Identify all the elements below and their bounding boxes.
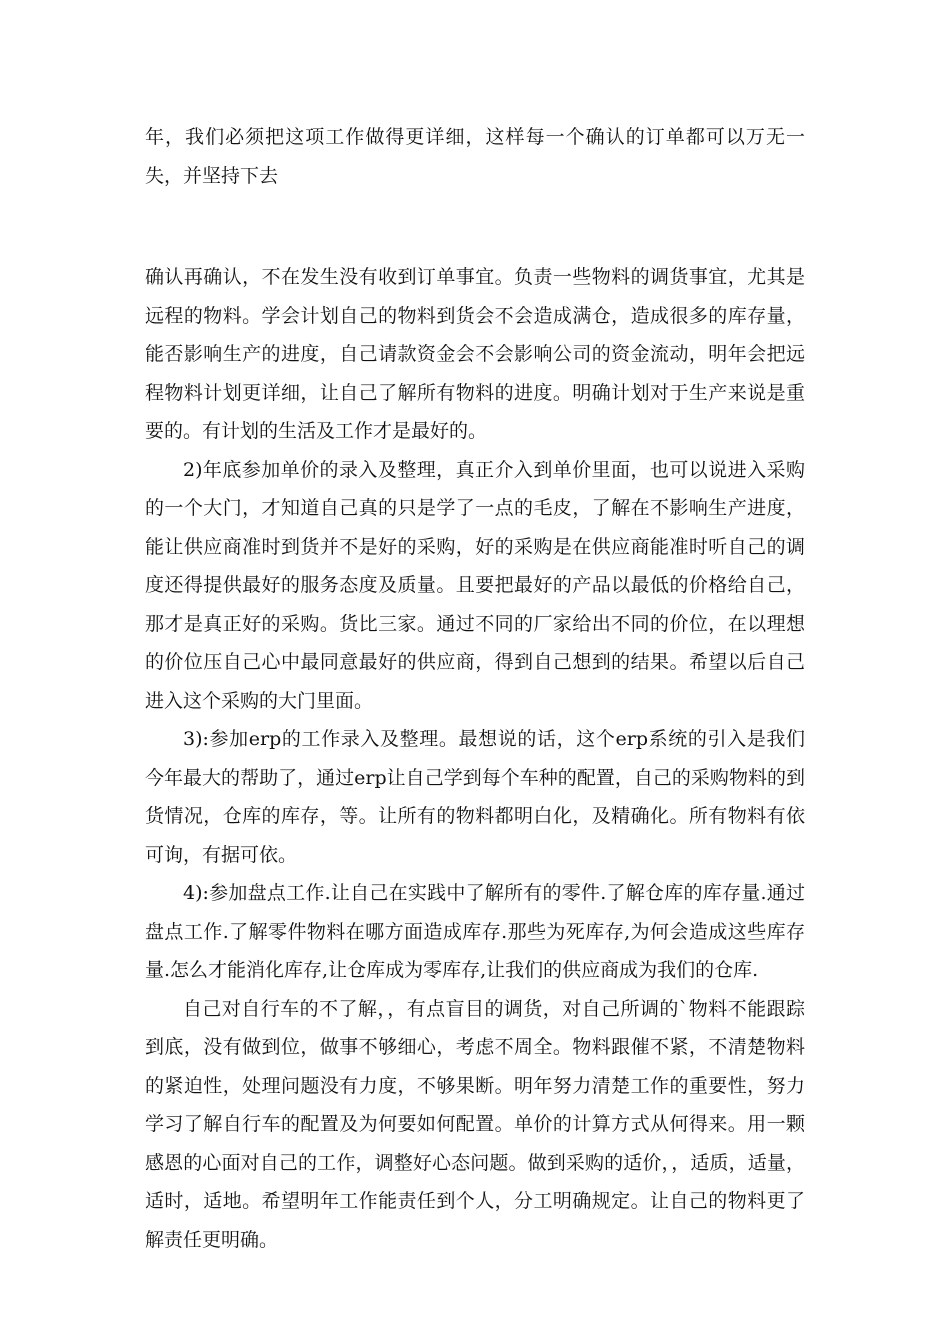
continued-paragraph: 年，我们必须把这项工作做得更详细，这样每一个确认的订单都可以万无一失，并坚持下去 [145,126,805,187]
paragraph-erp: 3):参加erp的工作录入及整理。最想说的话，这个erp系统的引入是我们今年最大的帮助了，通过erp让自己学到每个车种的配置，自己的采购物料的到货情况，仓库的库存，等。让所有的物料都明白化，及精确化。所有物料有依可询，有据可依。 [145,728,805,866]
top-text-block [145,118,805,195]
main-text-block [145,258,805,1259]
paragraph-unit-price: 2)年底参加单价的录入及整理，真正介入到单价里面，也可以说进入采购的一个大门，才知道自己真的只是学了一点的毛皮，了解在不影响生产进度，能让供应商准时到货并不是好的采购，好的采购是在供应商能准时听自己的调度还得提供最好的服务态度及质量。且要把最好的产品以最低的价格给自己，那才是真正好的采购。货比三家。通过不同的厂家给出不同的价位，在以理想的价位压自己心中最同意最好的供应商，得到自己想到的结果。希望以后自己进入这个采购的大门里面。 [145,458,805,712]
paragraph-self-review: 自己对自行车的不了解，，有点盲目的调货，对自己所调的`物料不能跟踪到底，没有做到位，做事不够细心，考虑不周全。物料跟催不紧，不清楚物料的紧迫性，处理问题没有力度，不够果断。明年努力清楚工作的重要性，努力学习了解自行车的配置及为何要如何配置。单价的计算方式从何得来。用一颗感恩的心面对自己的工作，调整好心态问题。做到采购的适价，，适质，适量，适时，适地。希望明年工作能责任到个人，分工明确规定。让自己的物料更了解责任更明确。 [145,997,805,1251]
paragraph-confirm-orders: 确认再确认，不在发生没有收到订单事宜。负责一些物料的调货事宜，尤其是远程的物料。学会计划自己的物料到货会不会造成满仓，造成很多的库存量，能否影响生产的进度，自己请款资金会不会影响公司的资金流动，明年会把远程物料计划更详细，让自己了解所有物料的进度。明确计划对于生产来说是重要的。有计划的生活及工作才是最好的。 [145,266,805,442]
paragraph-inventory: 4):参加盘点工作.让自己在实践中了解所有的零件.了解仓库的库存量.通过盘点工作.了解零件物料在哪方面造成库存.那些为死库存,为何会造成这些库存量.怎么才能消化库存,让仓库成为零库存,让我们的供应商成为我们的仓库. [145,882,805,981]
